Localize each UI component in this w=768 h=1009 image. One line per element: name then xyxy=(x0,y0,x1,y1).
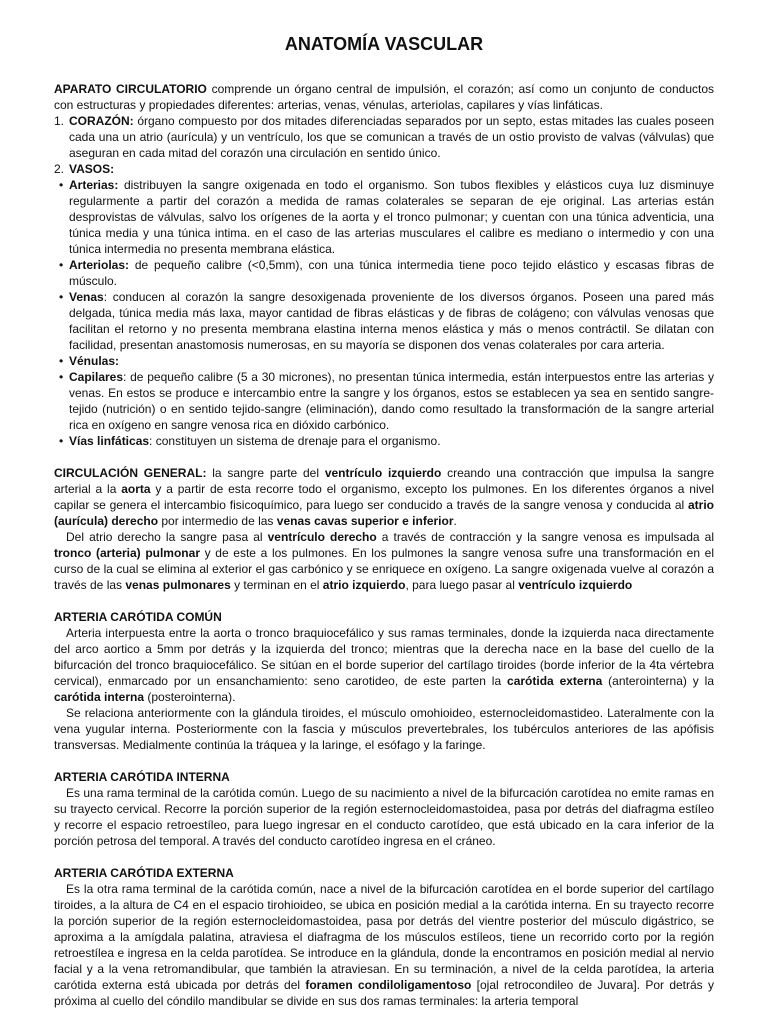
vasos-bullet-list xyxy=(54,177,714,449)
bullet-item-vias-linfaticas: • Vías linfáticas: constituyen un sistema de drenaje para el organismo. xyxy=(54,433,714,449)
carotida-comun-paragraph-2: Se relaciona anteriormente con la glándula tiroides, el músculo omohioideo, esternocleidomastideo. Lateralmente con la vena yugular interna. Posteriormente con la fascia y músculos prevertebrales, los tubérculos anteriores de las apófisis transversas. Medialmente continúa la tráquea y la laringe, el esófago y la faringe. xyxy=(54,706,714,752)
intro-term: APARATO CIRCULATORIO xyxy=(54,82,207,96)
carotida-externa-paragraph: Es la otra rama terminal de la carótida común, nace a nivel de la bifurcación carotídea en el borde superior del cartílago tiroides, a la altura de C4 en el espacio tirohioideo, se ubica en posición medial a la carótida interna. En su trayecto recorre la porción superior de la región esternocleidomastoidea, pasa por detrás del vientre posterior del músculo digástrico, se aproxima a la amígdala palatina, atraviesa el diafragma de los músculos estíleos, tiene un recorrido corto por la región retroestílea e ingresa en la celda parotídea. Se introduce en la glándula, donde la encontramos en posición medial al nervio facial y a la vena retromandibular, que también la atraviesan. En su terminación, a nivel de la celda parotídea, la arteria carótida externa está ubicada por detrás del foramen condiloligamentoso [ojal retrocondileo de Juvara]. Por detrás y próxima al cuello del cóndilo mandibular se divide en sus dos ramas terminales: la arteria temporal xyxy=(54,882,714,1008)
circulacion-paragraph-2: Del atrio derecho la sangre pasa al ventrículo derecho a través de contracción y la sangre venosa es impulsada al tronco (arteria) pulmonar y de este a los pulmones. En los pulmones la sangre venosa sufre una transformación en el curso de la cual se elimina al exterior el gas carbónico y se enriquece en oxígeno. La sangre oxigenada vuelve al corazón a través de las venas pulmonares y terminan en el atrio izquierdo, para luego pasar al ventrículo izquierdo xyxy=(54,530,714,592)
numbered-list xyxy=(54,113,714,177)
bullet-item-capilares: • Capilares: de pequeño calibre (5 a 30 micrones), no presentan túnica intermedia, están interpuestos entre las arterias y venas. En estos se produce e intercambio entre la sangre y los órganos, estos se establecen ya sea en sentido sangre-tejido (nutrición) o en sentido tejido-sangre (eliminación), dando como resultado la transformación de la sangre arterial rica en oxígeno en sangre venosa rica en dióxido carbónico. xyxy=(54,369,714,433)
list-item-vasos: 2. VASOS: xyxy=(54,162,115,176)
section-heading-carotida-interna: ARTERIA CARÓTIDA INTERNA xyxy=(54,770,230,784)
carotida-interna-paragraph: Es una rama terminal de la carótida común. Luego de su nacimiento a nivel de la bifurcación carotídea no emite ramas en su trayecto cervical. Recorre la porción superior de la región esternocleidomastoidea, pasa por detrás del diafragma estíleo y recorre el espacio retroestíleo, para luego ingresar en el conducto carotídeo, que está ubicado en la cara inferior de la porción petrosa del temporal. A través del conducto carotídeo ingresa en el cráneo. xyxy=(54,786,714,848)
bullet-item-venas: • Venas: conducen al corazón la sangre desoxigenada proveniente de los diversos órganos. Poseen una pared más delgada, túnica media más laxa, mayor cantidad de fibras elásticas y de fibras de colágeno; con válvulas venosas que facilitan el retorno y no presenta membrana elastina interna menos elástica y más o menos contráctil. Se dilatan con facilidad, presentan anastomosis numerosas, en su mayoría se disponen dos venas colaterales por cara arteria. xyxy=(54,289,714,353)
list-item-term: VASOS: xyxy=(69,162,115,176)
bullet-item-arterias: • Arterias: distribuyen la sangre oxigenada en todo el organismo. Son tubos flexibles y elásticos cuya luz disminuye regularmente a partir del corazón a medida de ramas colaterales se separan de eje original. Las arterias están desprovistas de válvulas, salvo los orígenes de la aorta y el tronco pulmonar; y cuentan con una túnica adventicia, una túnica media y una túnica intima. en el caso de las arterias musculares el calibre es mediano o intermedio y con una túnica intermedia no presenta membrana elástica. xyxy=(54,177,714,257)
list-item-corazon: 1. CORAZÓN: órgano compuesto por dos mitades diferenciadas separados por un septo, estas mitades las cuales poseen cada una un atrio (aurícula) y un ventrículo, los que se comunican a través de un ostio provisto de valvas (válvulas) que aseguran en cada mitad del corazón una circulación en sentido único. xyxy=(54,114,714,160)
bullet-item-venulas: • Vénulas: xyxy=(54,353,714,369)
carotida-comun-paragraph-1: Arteria interpuesta entre la aorta o tronco braquiocefálico y sus ramas terminales, donde la izquierda naca directamente del arco aortico a 5mm por detrás y la izquierda del tronco; mientras que la derecha nace en la base del cuello de la bifurcación del tronco braquiocefálico. Se sitúan en el borde superior del cartílago tiroides (borde inferior de la 4ta vértebra cervical), enmarcado por un ensanchamiento: seno carotideo, de este parten la carótida externa (anterointerna) y la carótida interna (posterointerna). xyxy=(54,626,714,704)
list-item-term: CORAZÓN: xyxy=(69,114,134,128)
page-title: ANATOMÍA VASCULAR xyxy=(284,34,484,54)
intro-paragraph: APARATO CIRCULATORIO comprende un órgano central de impulsión, el corazón; así como un conjunto de conductos con estructuras y propiedades diferentes: arterias, venas, vénulas, arteriolas, capilares y vías linfáticas. xyxy=(54,82,715,112)
bullet-item-arteriolas: • Arteriolas: de pequeño calibre (<0,5mm), con una túnica intermedia tiene poco tejido elástico y escasas fibras de músculo. xyxy=(54,257,714,289)
section-heading-carotida-comun: ARTERIA CARÓTIDA COMÚN xyxy=(54,610,222,624)
section-heading-carotida-externa: ARTERIA CARÓTIDA EXTERNA xyxy=(54,866,234,880)
circulacion-paragraph-1: CIRCULACIÓN GENERAL: la sangre parte del ventrículo izquierdo creando una contracción que impulsa la sangre arterial a la aorta y a partir de esta recorre todo el organismo, excepto los pulmones. En los diferentes órganos a nivel capilar se genera el intercambio fisicoquímico, para luego ser conducido a través de la sangre venosa y conducida al atrio (aurícula) derecho por intermedio de las venas cavas superior e inferior. xyxy=(54,466,714,528)
